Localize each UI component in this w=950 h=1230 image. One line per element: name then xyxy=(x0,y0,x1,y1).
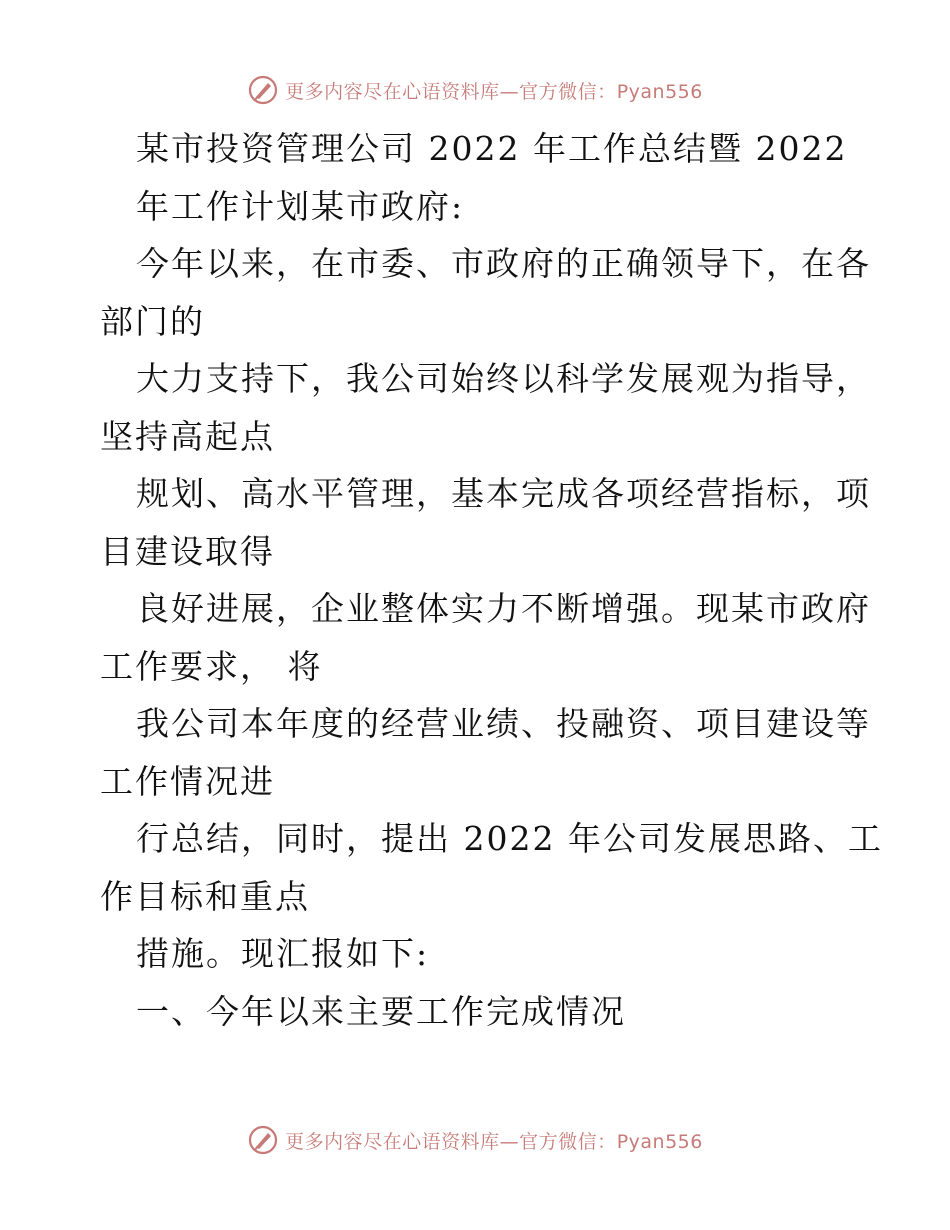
paragraph-line: 措施。现汇报如下: xyxy=(136,934,430,973)
paragraph-line: 工作情况进 xyxy=(100,761,275,801)
quill-logo-icon xyxy=(247,74,279,106)
paragraph-line: 规划、高水平管理，基本完成各项经营指标，项 xyxy=(136,474,871,513)
paragraph-line: 作目标和重点 xyxy=(100,876,310,916)
paragraph-line: 我公司本年度的经营业绩、投融资、项目建设等 xyxy=(136,704,871,743)
quill-logo-icon xyxy=(247,1124,279,1156)
watermark-footer xyxy=(0,1122,950,1158)
paragraph-line: 部门的 xyxy=(100,301,205,341)
paragraph-line: 工作要求， 将 xyxy=(100,646,323,686)
watermark-text: 更多内容尽在心语资料库—官方微信：Pyan556 xyxy=(285,1130,703,1153)
document-body xyxy=(100,120,883,1040)
paragraph-line: 良好进展，企业整体实力不断增强。现某市政府 xyxy=(136,589,871,628)
paragraph-line: 行总结，同时，提出 2022 年公司发展思路、工 xyxy=(136,819,883,858)
paragraph-line: 年工作计划某市政府: xyxy=(136,186,465,226)
watermark-text: 更多内容尽在心语资料库—官方微信：Pyan556 xyxy=(285,80,703,103)
paragraph-line: 大力支持下，我公司始终以科学发展观为指导， xyxy=(136,359,871,398)
paragraph-line: 坚持高起点 xyxy=(100,416,275,456)
paragraph-line: 某市投资管理公司 2022 年工作总结暨 2022 xyxy=(136,129,848,168)
paragraph-line: 一、今年以来主要工作完成情况 xyxy=(136,991,626,1031)
paragraph-line: 目建设取得 xyxy=(100,531,275,571)
watermark-header xyxy=(0,72,950,108)
paragraph-line: 今年以来，在市委、市政府的正确领导下，在各 xyxy=(136,244,871,283)
